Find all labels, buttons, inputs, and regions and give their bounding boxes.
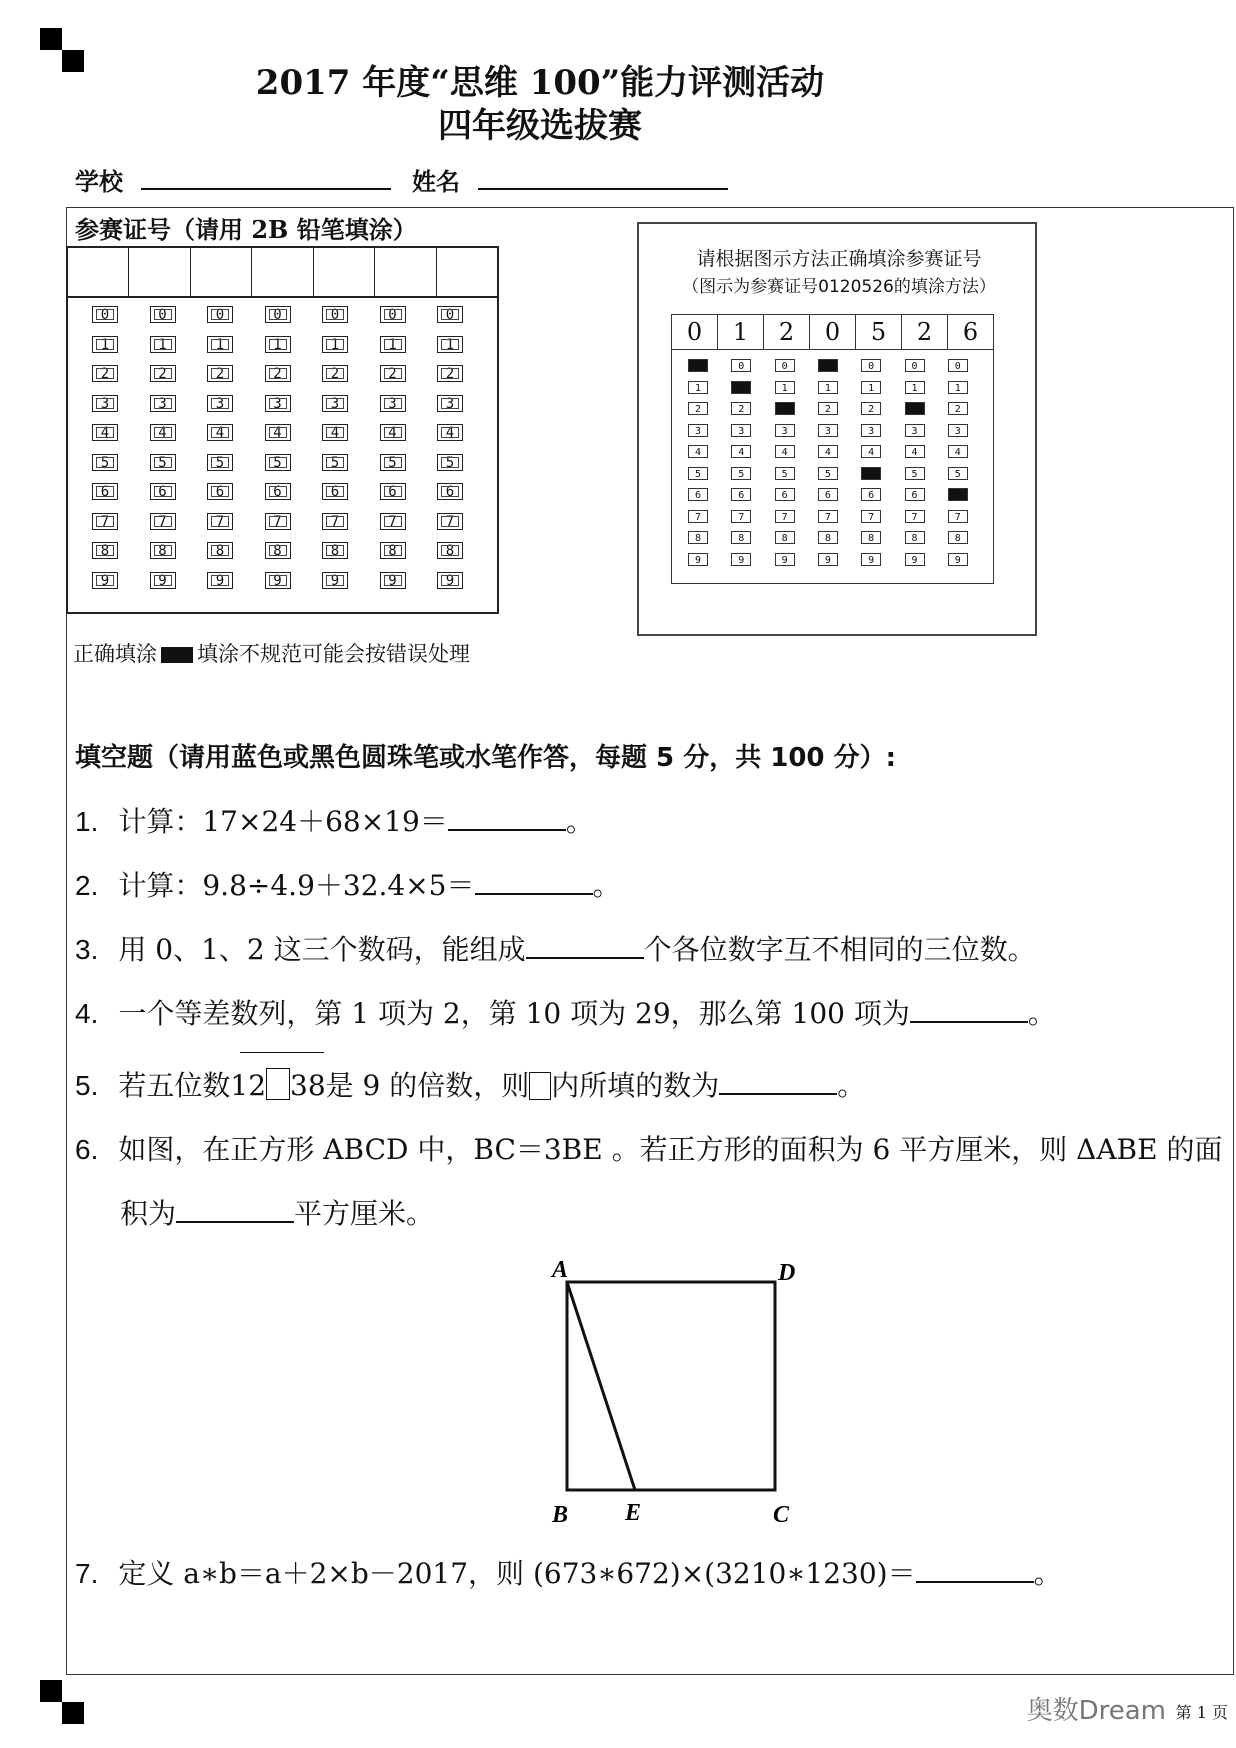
sample-bubble: 1 xyxy=(775,381,795,394)
sample-bubble: 3 xyxy=(818,424,838,437)
question-text: 定义 a∗b＝a＋2×b－2017，则 (673∗672)×(3210∗1230)＝ xyxy=(118,1557,916,1590)
digit-cell[interactable] xyxy=(252,248,313,296)
sample-bubble: 3 xyxy=(861,424,881,437)
digit-bubble[interactable]: 1 xyxy=(437,336,463,353)
digit-bubble[interactable]: 3 xyxy=(207,395,233,412)
sample-bubble: 0 xyxy=(905,359,925,372)
sample-bubble: 6 xyxy=(905,488,925,501)
question-end: 个各位数字互不相同的三位数。 xyxy=(643,933,1036,966)
sample-bubble: 6 xyxy=(861,488,881,501)
digit-bubble[interactable]: 8 xyxy=(150,542,176,559)
sample-bubble: 9 xyxy=(818,553,838,566)
square-figure xyxy=(540,1250,820,1530)
page-title: 2017 年度“思维 100”能力评测活动 xyxy=(255,63,825,103)
sample-bubble: 9 xyxy=(861,553,881,566)
question-end: 。 xyxy=(565,805,594,838)
sample-bubble: 4 xyxy=(818,445,838,458)
digit-bubble[interactable]: 6 xyxy=(380,483,406,500)
digit-bubble[interactable]: 0 xyxy=(437,306,463,323)
sample-bubble: 5 xyxy=(818,467,838,480)
digit-bubble[interactable]: 0 xyxy=(322,306,348,323)
sample-bubble: 0 xyxy=(731,359,751,372)
digit-bubble[interactable]: 6 xyxy=(322,483,348,500)
sample-bubble: 2 xyxy=(818,402,838,415)
fill-note-before: 正确填涂 xyxy=(73,642,157,666)
digit-bubble[interactable]: 4 xyxy=(207,424,233,441)
digit-bubble[interactable]: 6 xyxy=(437,483,463,500)
sample-bubble: 3 xyxy=(948,424,968,437)
question-text: 若五位数 xyxy=(118,1069,231,1102)
digit-bubble[interactable]: 0 xyxy=(150,306,176,323)
number-part: 38 xyxy=(290,1069,326,1102)
digit-bubble[interactable]: 3 xyxy=(265,395,291,412)
question-3 xyxy=(75,928,1036,968)
digit-bubble[interactable]: 8 xyxy=(92,542,118,559)
school-label: 学校 xyxy=(75,167,123,196)
digit-bubble[interactable]: 2 xyxy=(380,365,406,382)
digit-bubble[interactable]: 4 xyxy=(92,424,118,441)
answer-blank[interactable] xyxy=(448,805,566,831)
question-text: 是 9 的倍数，则 xyxy=(325,1069,530,1102)
sample-bubble: 0 xyxy=(775,359,795,372)
digit-bubble[interactable]: 6 xyxy=(92,483,118,500)
digit-bubble[interactable]: 8 xyxy=(380,542,406,559)
digit-box xyxy=(266,1068,290,1100)
sample-bubble: 9 xyxy=(688,553,708,566)
digit-bubble[interactable]: 4 xyxy=(380,424,406,441)
question-number: 1. xyxy=(75,806,99,837)
sample-bubble: 4 xyxy=(905,445,925,458)
sample-bubble-filled: 2 xyxy=(905,402,925,415)
sample-bubble: 5 xyxy=(688,467,708,480)
number-part: 12 xyxy=(230,1069,267,1102)
registration-label: 参赛证号（请用 2B 铅笔填涂） xyxy=(75,215,417,244)
sample-bubble: 2 xyxy=(861,402,881,415)
digit-cell[interactable] xyxy=(129,248,190,296)
question-number: 3. xyxy=(75,934,99,965)
name-label: 姓名 xyxy=(412,167,460,196)
page-subtitle: 四年级选拔赛 xyxy=(438,106,642,146)
digit-bubble[interactable]: 3 xyxy=(437,395,463,412)
sample-bubble: 3 xyxy=(731,424,751,437)
question-end: 。 xyxy=(592,869,621,902)
digit-bubble[interactable]: 5 xyxy=(380,454,406,471)
question-number: 7. xyxy=(75,1558,99,1589)
question-number: 4. xyxy=(75,998,99,1029)
sample-bubble: 6 xyxy=(688,488,708,501)
sample-bubble: 4 xyxy=(731,445,751,458)
segment-ae xyxy=(567,1282,635,1490)
sample-bubble: 1 xyxy=(905,381,925,394)
answer-blank[interactable] xyxy=(916,1557,1034,1583)
sample-digit: 5 xyxy=(856,315,902,349)
digit-bubble[interactable]: 7 xyxy=(437,513,463,530)
sample-bubble: 7 xyxy=(775,510,795,523)
sample-bubble-filled: 0 xyxy=(818,359,838,372)
digit-bubble[interactable]: 2 xyxy=(150,365,176,382)
answer-blank[interactable] xyxy=(526,933,644,959)
digit-cell[interactable] xyxy=(68,248,129,296)
digit-bubble[interactable]: 6 xyxy=(207,483,233,500)
digit-bubble[interactable]: 1 xyxy=(150,336,176,353)
question-end: 。 xyxy=(1033,1557,1062,1590)
sample-bubble: 7 xyxy=(731,510,751,523)
sample-bubble: 3 xyxy=(775,424,795,437)
digit-bubble[interactable]: 1 xyxy=(322,336,348,353)
sample-box xyxy=(637,222,1037,636)
answer-blank[interactable] xyxy=(475,869,593,895)
corner-mark xyxy=(62,1702,84,1724)
sample-bubble: 4 xyxy=(861,445,881,458)
digit-cell[interactable] xyxy=(314,248,375,296)
sample-bubble: 1 xyxy=(818,381,838,394)
digit-bubble[interactable]: 7 xyxy=(322,513,348,530)
square-abcd xyxy=(567,1282,775,1490)
sample-bubble: 2 xyxy=(688,402,708,415)
sample-digit: 2 xyxy=(902,315,948,349)
sample-bubble: 2 xyxy=(731,402,751,415)
digit-bubble[interactable]: 8 xyxy=(207,542,233,559)
question-text: 计算：9.8÷4.9＋32.4×5＝ xyxy=(118,869,475,902)
label-b: B xyxy=(552,1502,569,1528)
digit-bubble[interactable]: 9 xyxy=(380,572,406,589)
sample-bubble: 0 xyxy=(861,359,881,372)
question-text: 积为 xyxy=(120,1197,177,1230)
sample-bubble-filled: 6 xyxy=(948,488,968,501)
label-d: D xyxy=(778,1260,796,1286)
name-blank[interactable] xyxy=(478,164,728,190)
digit-bubble[interactable]: 7 xyxy=(92,513,118,530)
question-text: 如图，在正方形 ABCD 中，BC＝3BE 。若正方形的面积为 6 平方厘米，则 ΔABE 的面 xyxy=(118,1133,1223,1166)
question-6 xyxy=(75,1128,1222,1168)
sample-bubble: 8 xyxy=(948,531,968,544)
answer-blank[interactable] xyxy=(176,1197,294,1223)
digit-bubble[interactable]: 8 xyxy=(322,542,348,559)
sample-bubble: 8 xyxy=(775,531,795,544)
digit-bubble[interactable]: 7 xyxy=(150,513,176,530)
sample-bubble: 8 xyxy=(818,531,838,544)
sample-bubble: 5 xyxy=(731,467,751,480)
digit-bubble[interactable]: 1 xyxy=(92,336,118,353)
digit-bubble[interactable]: 2 xyxy=(207,365,233,382)
sample-digit: 6 xyxy=(962,318,979,346)
sample-bubble-filled: 0 xyxy=(688,359,708,372)
sample-digit: 1 xyxy=(718,315,764,349)
corner-mark xyxy=(40,28,62,50)
sample-bubble: 5 xyxy=(948,467,968,480)
digit-bubble[interactable]: 4 xyxy=(265,424,291,441)
answer-blank[interactable] xyxy=(719,1069,837,1095)
sample-bubble: 4 xyxy=(775,445,795,458)
sample-bubble-filled: 1 xyxy=(731,381,751,394)
digit-bubble[interactable]: 5 xyxy=(207,454,233,471)
school-field[interactable] xyxy=(75,162,391,197)
sample-caption-1: 请根据图示方法正确填涂参赛证号 xyxy=(696,248,982,270)
question-4 xyxy=(75,992,1056,1032)
question-2 xyxy=(75,864,621,904)
digit-cell[interactable] xyxy=(191,248,252,296)
digit-bubble[interactable]: 7 xyxy=(207,513,233,530)
sample-bubble: 1 xyxy=(688,381,708,394)
sample-bubble: 8 xyxy=(688,531,708,544)
question-text: 用 0、1、2 这三个数码，能组成 xyxy=(118,933,526,966)
digit-bubble[interactable]: 9 xyxy=(437,572,463,589)
sample-bubble: 0 xyxy=(948,359,968,372)
question-1 xyxy=(75,800,594,840)
sample-bubble: 2 xyxy=(948,402,968,415)
question-number: 2. xyxy=(75,870,99,901)
sample-bubble: 1 xyxy=(861,381,881,394)
overline xyxy=(240,1052,324,1053)
page-number: 第 1 页 xyxy=(1175,1703,1228,1722)
digit-bubble[interactable]: 7 xyxy=(380,513,406,530)
fill-note xyxy=(73,638,470,668)
digit-bubble[interactable]: 6 xyxy=(265,483,291,500)
question-end: 。 xyxy=(837,1069,866,1102)
digit-bubble[interactable]: 1 xyxy=(207,336,233,353)
question-5 xyxy=(75,1064,865,1104)
registration-header xyxy=(68,248,497,298)
question-number: 6. xyxy=(75,1134,99,1165)
digit-bubble[interactable]: 1 xyxy=(380,336,406,353)
sample-bubble: 6 xyxy=(818,488,838,501)
question-number: 5. xyxy=(75,1070,99,1101)
digit-cell[interactable] xyxy=(375,248,436,296)
digit-bubble[interactable]: 5 xyxy=(92,454,118,471)
sample-digit: 2 xyxy=(764,315,810,349)
section-title: 填空题（请用蓝色或黑色圆珠笔或水笔作答，每题 5 分，共 100 分）: xyxy=(75,743,896,773)
digit-cell[interactable] xyxy=(437,248,497,296)
sample-bubble: 3 xyxy=(905,424,925,437)
digit-bubble[interactable]: 5 xyxy=(437,454,463,471)
digit-bubble[interactable]: 0 xyxy=(380,306,406,323)
digit-box xyxy=(529,1072,551,1100)
sample-bubble: 6 xyxy=(731,488,751,501)
digit-bubble[interactable]: 8 xyxy=(265,542,291,559)
sample-bubble: 7 xyxy=(818,510,838,523)
digit-bubble[interactable]: 2 xyxy=(322,365,348,382)
digit-bubble[interactable]: 2 xyxy=(92,365,118,382)
sample-bubble: 9 xyxy=(731,553,751,566)
digit-bubble[interactable]: 8 xyxy=(437,542,463,559)
sample-bubble: 5 xyxy=(905,467,925,480)
sample-bubble: 7 xyxy=(905,510,925,523)
sample-bubble: 6 xyxy=(775,488,795,501)
sample-digit: 0 xyxy=(672,315,718,349)
digit-bubble[interactable]: 5 xyxy=(265,454,291,471)
corner-mark xyxy=(40,1680,62,1702)
sample-bubble: 4 xyxy=(688,445,708,458)
digit-bubble[interactable]: 9 xyxy=(207,572,233,589)
digit-bubble[interactable]: 9 xyxy=(92,572,118,589)
filled-example xyxy=(161,647,193,663)
question-text: 平方厘米。 xyxy=(294,1197,435,1230)
sample-bubble: 5 xyxy=(775,467,795,480)
digit-bubble[interactable]: 3 xyxy=(92,395,118,412)
digit-bubble[interactable]: 6 xyxy=(150,483,176,500)
digit-bubble[interactable]: 5 xyxy=(150,454,176,471)
answer-blank[interactable] xyxy=(910,997,1028,1023)
digit-bubble[interactable]: 0 xyxy=(207,306,233,323)
digit-bubble[interactable]: 4 xyxy=(150,424,176,441)
question-text: 一个等差数列，第 1 项为 2，第 10 项为 29，那么第 100 项为 xyxy=(118,997,910,1030)
question-6-line2 xyxy=(120,1192,434,1232)
question-7 xyxy=(75,1552,1062,1592)
label-e: E xyxy=(625,1500,642,1526)
school-blank[interactable] xyxy=(141,164,391,190)
watermark: 奥数Dream xyxy=(1026,1696,1166,1726)
digit-bubble[interactable]: 4 xyxy=(322,424,348,441)
sample-bubble: 7 xyxy=(688,510,708,523)
label-c: C xyxy=(773,1502,790,1528)
sample-caption-2: （图示为参赛证号0120526的填涂方法） xyxy=(682,277,996,297)
sample-bubble: 8 xyxy=(905,531,925,544)
sample-bubble: 9 xyxy=(948,553,968,566)
question-text: 计算：17×24＋68×19＝ xyxy=(118,805,448,838)
digit-bubble[interactable]: 5 xyxy=(322,454,348,471)
digit-bubble[interactable]: 9 xyxy=(322,572,348,589)
registration-grid xyxy=(66,246,499,614)
sample-digits xyxy=(672,315,993,350)
digit-bubble[interactable]: 7 xyxy=(265,513,291,530)
question-text: 内所填的数为 xyxy=(551,1069,720,1102)
sample-bubble: 3 xyxy=(688,424,708,437)
sample-bubble-filled: 2 xyxy=(775,402,795,415)
fill-note-after: 填涂不规范可能会按错误处理 xyxy=(197,642,470,666)
digit-bubble[interactable]: 2 xyxy=(437,365,463,382)
digit-bubble[interactable]: 3 xyxy=(150,395,176,412)
sample-bubble: 9 xyxy=(905,553,925,566)
digit-bubble[interactable]: 2 xyxy=(265,365,291,382)
sample-bubble: 9 xyxy=(775,553,795,566)
digit-bubble[interactable]: 4 xyxy=(437,424,463,441)
sample-bubble: 8 xyxy=(731,531,751,544)
digit-bubble[interactable]: 0 xyxy=(92,306,118,323)
digit-bubble[interactable]: 0 xyxy=(265,306,291,323)
sample-bubble: 7 xyxy=(861,510,881,523)
sample-bubble-filled: 5 xyxy=(861,467,881,480)
question-end: 。 xyxy=(1027,997,1056,1030)
digit-bubble[interactable]: 3 xyxy=(322,395,348,412)
sample-bubble: 8 xyxy=(861,531,881,544)
digit-bubble[interactable]: 9 xyxy=(265,572,291,589)
sample-grid xyxy=(671,314,994,584)
sample-digit: 0 xyxy=(810,315,856,349)
sample-bubble: 7 xyxy=(948,510,968,523)
digit-bubble[interactable]: 1 xyxy=(265,336,291,353)
name-field[interactable] xyxy=(412,162,728,197)
digit-bubble[interactable]: 3 xyxy=(380,395,406,412)
label-a: A xyxy=(552,1257,569,1283)
digit-bubble[interactable]: 9 xyxy=(150,572,176,589)
sample-bubble: 1 xyxy=(948,381,968,394)
sample-bubble: 4 xyxy=(948,445,968,458)
